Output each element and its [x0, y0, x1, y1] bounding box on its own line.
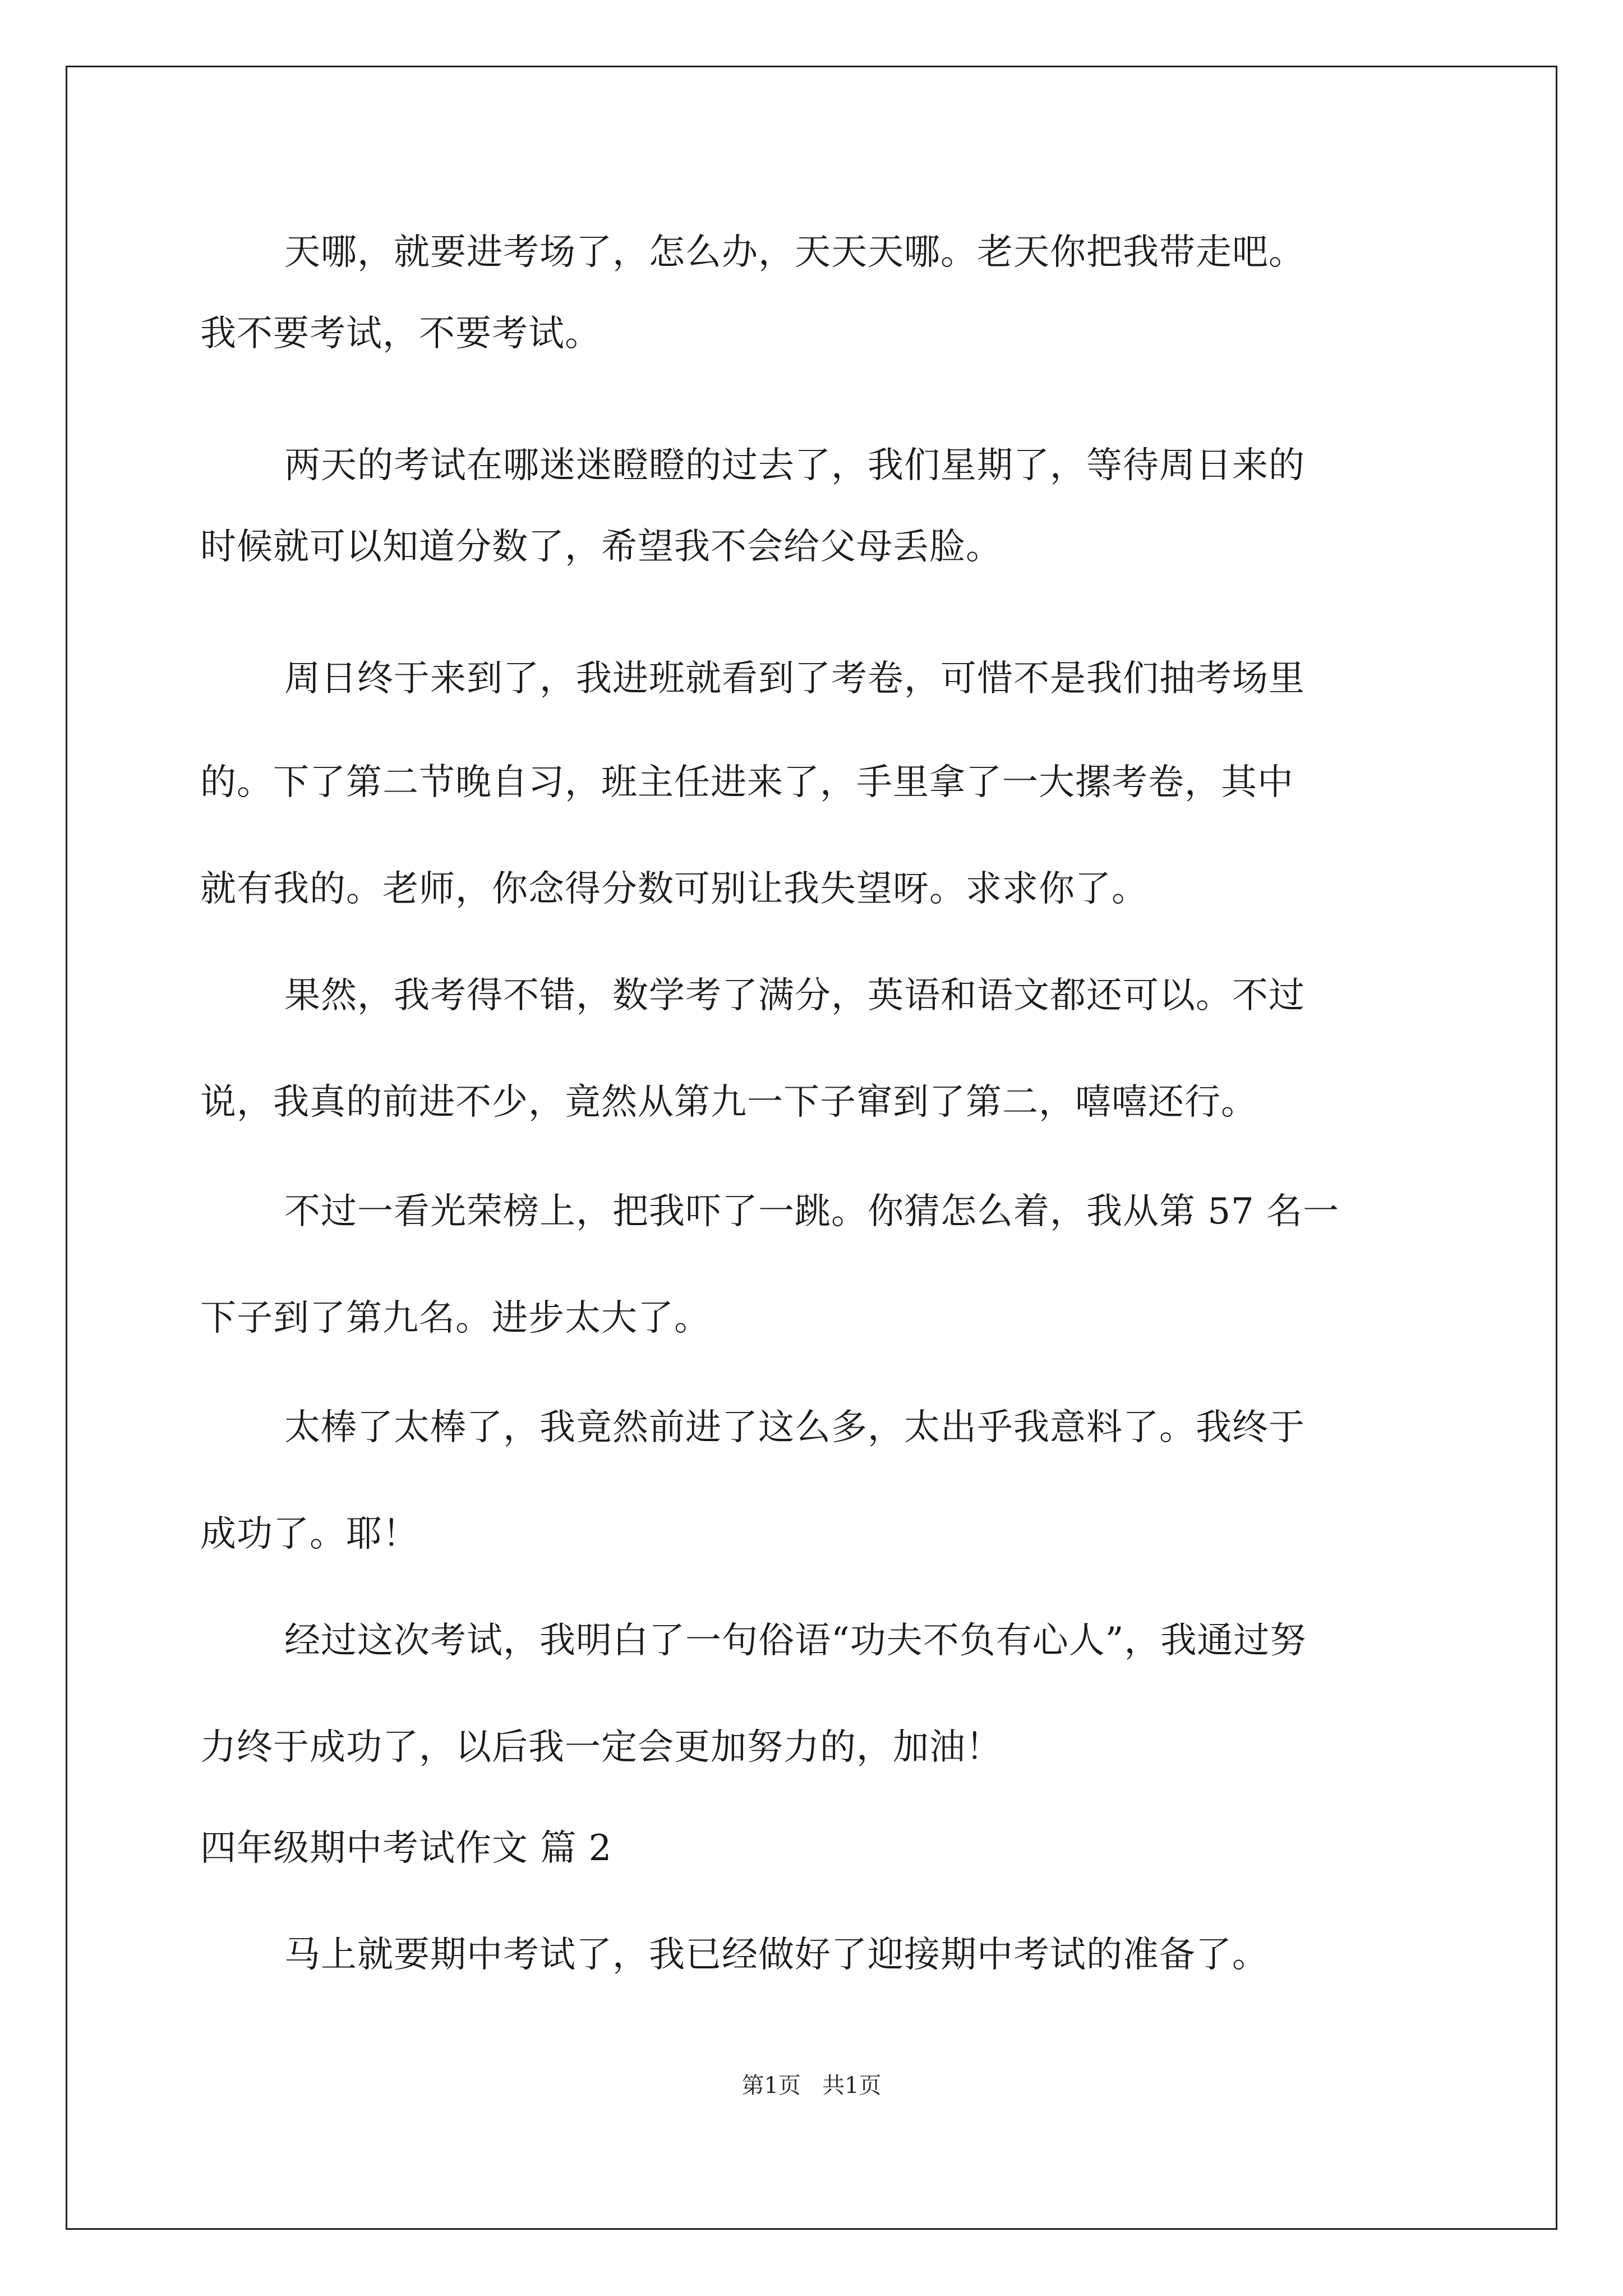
paragraph-7-line-2: 力终于成功了，以后我一定会更加努力的，加油！: [200, 1727, 1002, 1768]
paragraph-5-line-2: 下子到了第九名。进步太大了。: [200, 1297, 711, 1339]
paragraph-6-line-1: 太棒了太棒了，我竟然前进了这么多，太出乎我意料了。我终于: [284, 1407, 1305, 1448]
paragraph-4-line-1: 果然，我考得不错，数学考了满分，英语和语文都还可以。不过: [284, 975, 1305, 1016]
paragraph-1-line-2: 我不要考试，不要考试。: [200, 313, 601, 355]
paragraph-3-line-3: 就有我的。老师，你念得分数可别让我失望呀。求求你了。: [200, 868, 1148, 910]
paragraph-4-line-2: 说，我真的前进不少，竟然从第九一下子窜到了第二，嘻嘻还行。: [200, 1082, 1257, 1123]
page-number-footer: 第1页 共1页: [741, 2073, 882, 2099]
paragraph-7-line-1: 经过这次考试，我明白了一句俗语“功夫不负有心人”，我通过努: [284, 1620, 1307, 1662]
paragraph-3-line-2: 的。下了第二节晚自习，班主任进来了，手里拿了一大摞考卷，其中: [200, 762, 1294, 803]
paragraph-6-line-2: 成功了。耶！: [200, 1513, 419, 1555]
paragraph-2-line-1: 两天的考试在哪迷迷瞪瞪的过去了，我们星期了，等待周日来的: [284, 445, 1305, 486]
page-frame: [66, 66, 1557, 2230]
paragraph-5-line-1: 不过一看光荣榜上，把我吓了一跳。你猜怎么着，我从第 57 名一: [284, 1191, 1340, 1232]
paragraph-8-line-1: 马上就要期中考试了，我已经做好了迎接期中考试的准备了。: [284, 1934, 1269, 1976]
paragraph-2-line-2: 时候就可以知道分数了，希望我不会给父母丢脸。: [200, 526, 1002, 568]
paragraph-1-line-1: 天哪，就要进考场了，怎么办，天天天哪。老天你把我带走吧。: [284, 232, 1305, 273]
paragraph-3-line-1: 周日终于来到了，我进班就看到了考卷，可惜不是我们抽考场里: [284, 658, 1305, 700]
section-heading: 四年级期中考试作文 篇 2: [200, 1828, 612, 1869]
